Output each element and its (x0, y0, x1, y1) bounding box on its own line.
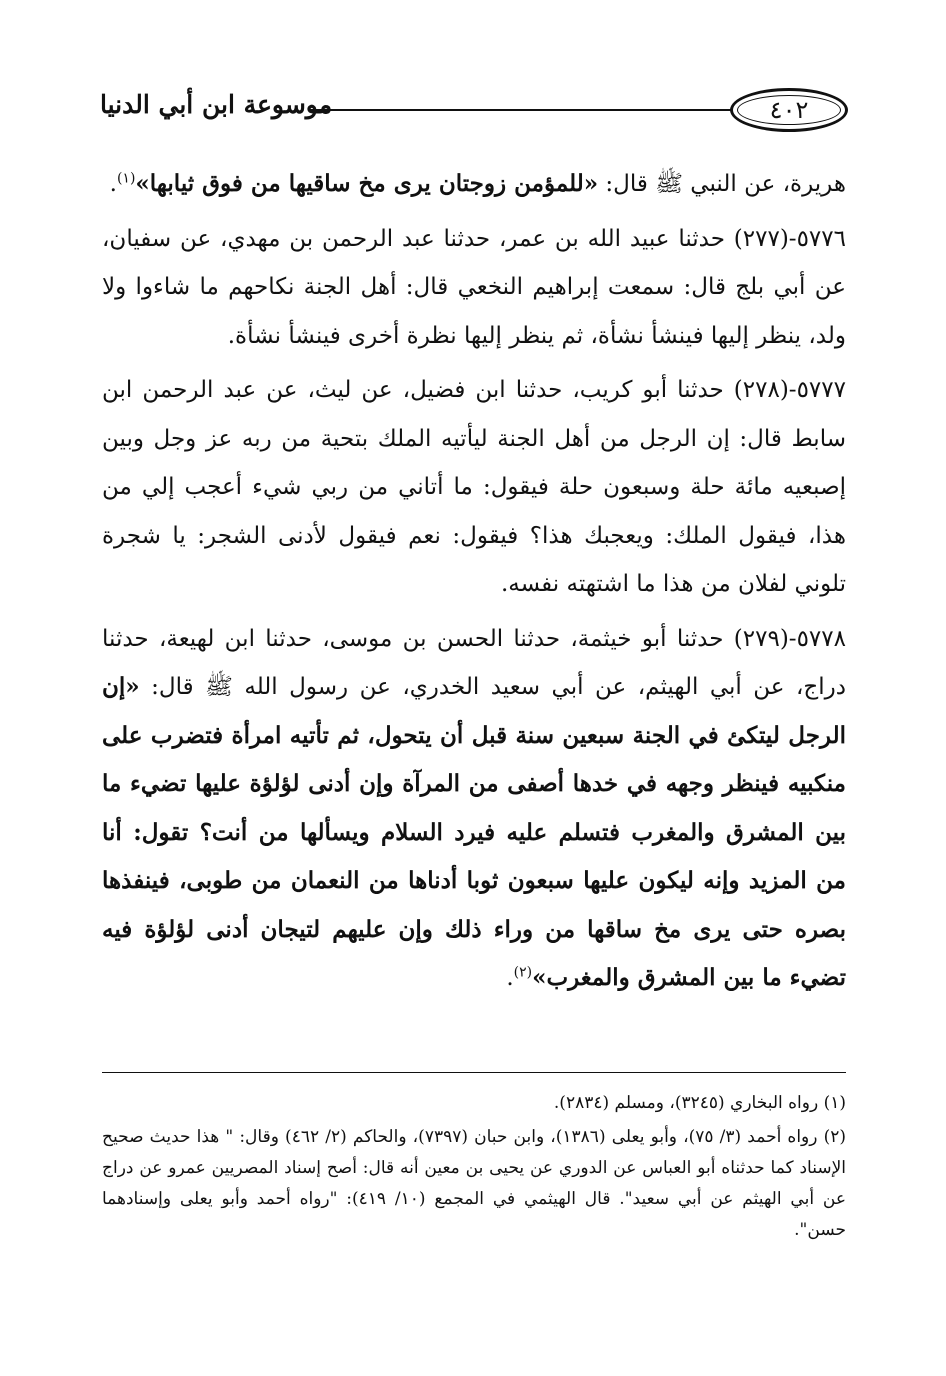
paragraph-1-plain: هريرة، عن النبي ﷺ قال: (598, 171, 846, 197)
page-number: ٤٠٢ (769, 96, 809, 124)
paragraph-1 (102, 160, 846, 209)
page-header (100, 82, 848, 142)
paragraph-5778 (102, 615, 846, 1003)
footnote-2: (٢) رواه أحمد (٣/ ٧٥)، وأبو يعلى (١٣٨٦)، وابن حبان (٧٣٩٧)، والحاكم (٢/ ٤٦٢) وقال: " هذا حديث صحيح الإسناد كما حدثناه أبو العباس عن الدوري عن يحيى بن معين أنه قال: أصح إسناد المصريين عمرو عن دراج عن أبي الهيثم عن أبي سعيد". قال الهيثمي في المجمع (١٠/ ٤١٩): "رواه أحمد وأبو يعلى وإسنادهما حسن". (102, 1127, 847, 1240)
footnote-ref-2: (٢) (513, 964, 533, 981)
footnote-1: (١) رواه البخاري (٣٢٤٥)، ومسلم (٢٨٣٤). (553, 1093, 846, 1113)
hadith-quote-2: «إن الرجل ليتكئ في الجنة سبعين سنة قبل أن يتحول، ثم تأتيه امرأة فتضرب على منكبيه فينظر وجهه في خدها أصفى من المرآة وإن أدنى لؤلؤة عليها تضيء ما بين المشرق والمغرب فتسلم عليه فيرد السلام ويسألها من أنت؟ تقول: أنا من المزيد وإنه ليكون عليها سبعون ثوبا أدناها من النعمان من طوبى، فينفذها بصره حتى يرى مخ ساقها من وراء ذلك وإن عليهم لتيجان أدنى لؤلؤة فيه تضيء ما بين المشرق والمغرب» (102, 673, 846, 991)
page-number-badge (730, 88, 848, 132)
header-rule (308, 109, 732, 111)
footnotes (102, 1088, 846, 1249)
footnote-separator (102, 1072, 846, 1073)
paragraph-5778-end: . (506, 965, 514, 991)
book-title: موسوعة ابن أبي الدنيا (100, 90, 333, 119)
paragraph-5776: ٥٧٧٦-(٢٧٧) حدثنا عبيد الله بن عمر، حدثنا عبد الرحمن بن مهدي، عن سفيان، عن أبي بلج قال: سمعت إبراهيم النخعي قال: أهل الجنة نكاحهم ما شاءوا ولا ولد، ينظر إليها فينشأ نشأة، ثم ينظر إليها نظرة أخرى فينشأ نشأة. (102, 225, 846, 349)
footnote-ref-1: (١) (116, 170, 136, 187)
paragraph-1-end: . (109, 171, 117, 197)
paragraph-5778-plain: ٥٧٧٨-(٢٧٩) حدثنا أبو خيثمة، حدثنا الحسن بن موسى، حدثنا ابن لهيعة، حدثنا دراج، عن أبي الهيثم، عن أبي سعيد الخدري، عن رسول الله ﷺ قال: (102, 625, 846, 700)
main-text (102, 160, 846, 1009)
hadith-quote-1: «للمؤمن زوجتان يرى مخ ساقيها من فوق ثيابها» (135, 170, 599, 197)
paragraph-5777: ٥٧٧٧-(٢٧٨) حدثنا أبو كريب، حدثنا ابن فضيل، عن ليث، عن عبد الرحمن ابن سابط قال: إن الرجل من أهل الجنة ليأتيه الملك بتحية من ربه عز وجل وبين إصبعيه مائة حلة وسبعون حلة فيقول: ما أتاني من ربي شيء أعجب إلي من هذا، فيقول الملك: ويعجبك هذا؟ فيقول: نعم فيقول لأدنى الشجر: يا شجرة تلوني لفلان من هذا ما اشتهته نفسه. (102, 377, 846, 597)
